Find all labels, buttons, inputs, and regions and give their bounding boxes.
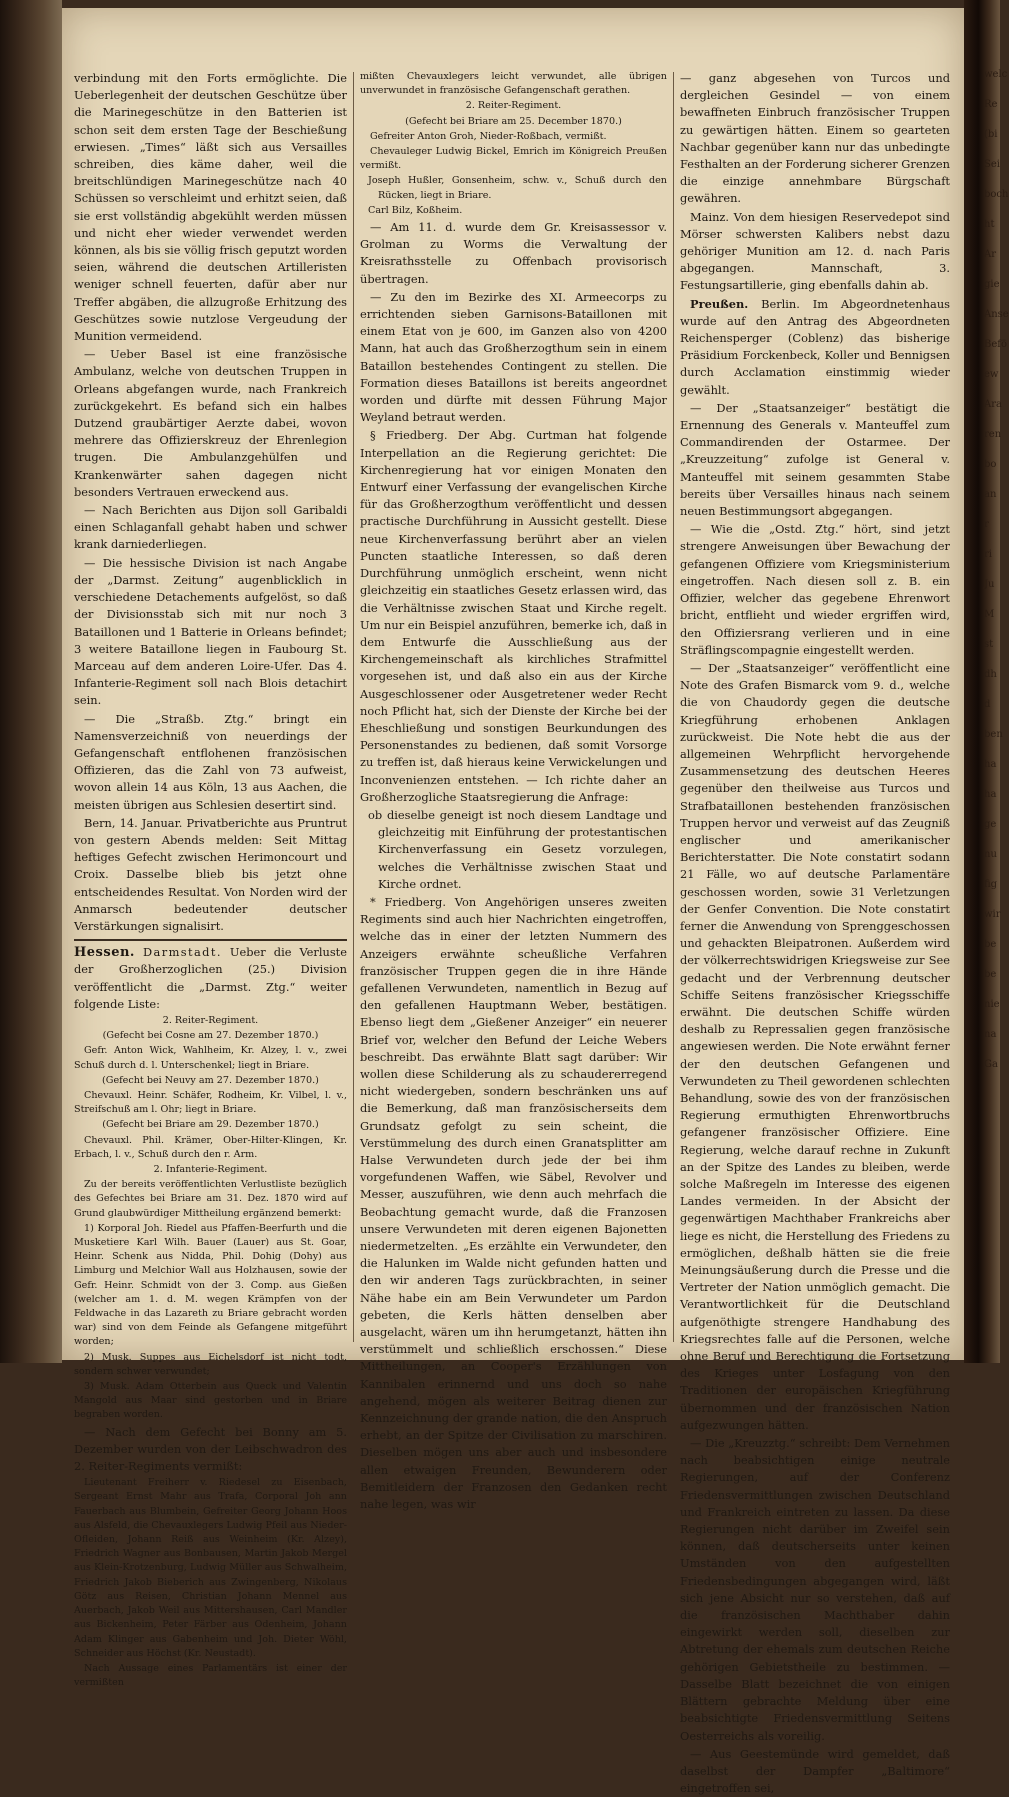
casualty-entry: Zu der bereits veröffentlichten Verlustliste bezüglich des Gefechtes bei Briare am 31. Dez. 1870 wird auf Grund glaubwürdiger Mittheilung ergänzend bemerkt: [74,1179,347,1219]
text-column-right [680,70,950,1796]
paragraph-text: Berlin. Im Abgeordnetenhaus wurde auf den Antrag des Abgeordneten Reichensperger (Coblenz) das bisherige Präsidium Forckenbeck, Koller und Bennigsen durch Acclamation einstimmig wieder gewählt. [680,296,950,397]
section-heading: Preußen. [690,296,749,311]
adjacent-page-fragment: ren [984,429,1002,440]
article-paragraph: — Der „Staatsanzeiger“ veröffentlicht eine Note des Grafen Bismarck vom 9. d., welche die von Chaudordy gegen die deutsche Kriegführung erhobenen Anklagen zurückweist. Die Note hebt die aus der allgemeinen Wehrpflicht hervorgehende Zusammensetzung des deutschen Heeres gegenüber den theilweise aus Turcos und Strafbataillonen bestehenden französischen Truppen hervor und verweist auf das Zeugniß englischer und amerikanischer Berichterstatter. Die Note constatirt sodann 21 Fälle, wo auf deutsche Parlamentäre geschossen worden, sowie 31 Verletzungen der Genfer Convention. Die Note constatirt ferner die Anwendung von Sprenggeschossen und gehackten Bleipatronen. Außerdem wird der völkerrechtswidrigen Kriegsweise zur See gedacht und der Verbrennung deutscher Schiffe Seitens französischer Kriegsschiffe erwähnt. Die deutschen Schiffe würden deshalb zu Repressalien gegen französische angewiesen werden. Die Note erwähnt ferner der den deutschen Gefangenen und Verwundeten zu Theil gewordenen schlechten Behandlung, sowie des von der französischen Regierung ermuthigten Ehrenwortbruchs gefangener französischer Offiziere. Eine Regierung, welche darauf rechne in Zukunft an der Spitze des Landes zu bleiben, werde solche Maßregeln im Interesse des eigenen Landes vermeiden. In der Absicht der gegenwärtigen Machthaber Frankreichs aber liege es nicht, die Herstellung des Friedens zu ermöglichen, deßhalb hätten sie die freie Meinungsäußerung durch die Presse und die Vertreter der Nation unmöglich gemacht. Die Verantwortlichkeit für die Deutschland aufgenöthigte strengere Handhabung des Kriegsrechtes falle auf die Personen, welche ohne Beruf und Berechtigung die Fortsetzung des Krieges unter Losfagung von den Traditionen der europäischen Kriegführung übernommen und der französischen Nation aufgezwungen hätten. [680,660,950,1432]
article-paragraph: — Zu den im Bezirke des XI. Armeecorps zu errichtenden sieben Garnisons-Bataillonen mit einem Etat von je 600, im Ganzen also von 4200 Mann, hat auch das Großherzogthum sein in einem Bataillon bestehendes Contingent zu stellen. Die Formation dieses Bataillons ist bereits angeordnet worden und dürfte mit dessen Führung Major Weyland betraut werden. [360,289,667,425]
article-paragraph: Nach Aussage eines Parlamentärs ist einer der vermißten [74,1662,347,1689]
adjacent-page-fragment: Ga [984,1059,998,1070]
book-binding-left [0,0,62,1363]
casualty-entry: Chevauxl. Phil. Krämer, Ober-Hilter-Klingen, Kr. Erbach, l. v., Schuß durch den r. Arm. [74,1134,347,1160]
adjacent-page-fragment: Befö [984,339,1007,350]
adjacent-page-fragment: an [984,489,997,500]
adjacent-page-fragment: na [984,1029,997,1040]
article-paragraph: Bern, 14. Januar. Privatberichte aus Pruntrut von gestern Abends melden: Seit Mittag heftiges Gefecht zwischen Herimoncourt und Croix. Dasselbe blieb bis jetzt ohne entscheidendes Resultat. Von Norden wird der Anmarsch bedeutender deutscher Verstärkungen signalisirt. [74,815,347,933]
adjacent-page-fragment: boch [984,189,1009,200]
adjacent-page-fragment: Ju [984,579,995,590]
article-paragraph: — Die „Kreuzztg.“ schreibt: Dem Vernehmen nach beabsichtigen einige neutrale Regierungen, auf der Conferenz Friedensvermittlungen zwischen Deutschland und Frankreich eintreten zu lassen. Da diese Regierungen nicht darüber im Zweifel sein können, daß deutscherseits unter keinen Umständen von den aufgestellten Friedensbedingungen abgegangen wird, läßt sich jene Absicht nur so verstehen, daß auf die französischen Machthaber dahin eingewirkt werden soll, dieselben zur Abtretung der ehemals zum deutschen Reiche gehörigen Gebietstheile zu bestimmen. — Dasselbe Blatt bezeichnet die von einigen Blättern gebrachte Meldung über eine beabsichtigte Friedensvermittlung Seitens Oesterreichs als voreilig. [680,1436,950,1743]
adjacent-page-fragment: fig [984,879,998,890]
adjacent-page-fragment: ge [984,819,997,830]
article-paragraph: * Friedberg. Von Angehörigen unseres zweiten Regiments sind auch hier Nachrichten eingetroffen, welche das in einer der letzten Nummern des Anzeigers erwähnte scheußliche Verfahren französischer Truppen gegen die in ihre Hände gefallenen Verwundeten, namentlich in Bezug auf den gefallenen Hauptmann Weber, bestätigen. Ebenso liegt dem „Gießener Anzeiger“ ein neuerer Brief vor, welcher den Befund der Leiche Webers beschreibt. Das erwähnte Blatt sagt darüber: Wir wollen diese Schilderung als zu schaudererregend nicht wiedergeben, sondern beschränken uns auf die Bemerkung, daß man französischerseits dem Grundsatz gefolgt zu sein scheint, die Verstümmelung des durch einen Granatsplitter am Halse Verwundeten durch jede der bei ihm vorgefundenen Waffen, wie Säbel, Revolver und Messer, auszuführen, wie denn auch mehrfach die Beobachtung gemacht wurde, daß die Franzosen unsere Verwundeten mit deren eigenen Bajonetten niedermetzelten. „Es erzählte ein Verwundeter, den die Halunken im Walde nicht gefunden hatten und den wir anderen Tags zurückbrachten, in seiner Nähe habe ein am Bein Verwundeter um Pardon gebeten, die Kerls hätten denselben aber ausgelacht, wären um ihn herumgetanzt, hätten ihn verstümmelt und schließlich erschossen.“ Diese Mittheilungen, an Cooper's Erzählungen von Kannibalen erinnernd und uns doch so nahe angehend, mögen als weiterer Beitrag dienen zur Kennzeichnung der grande nation, die den Anspruch erhebt, an der Spitze der Civilisation zu marschiren. Dieselben mögen uns aber auch und insbesondere allen etwaigen Freunden, Bewunderern oder Bemitleidern der Franzosen den Gedanken recht nahe legen, was wir [360,894,667,1512]
article-paragraph: — Der „Staatsanzeiger“ bestätigt die Ernennung des Generals v. Manteuffel zum Commandirenden der Ostarmee. Der „Kreuzzeitung“ zufolge ist General v. Manteuffel mit seinem gesammten Stabe bereits über Versailles hinaus nach seinem neuen Bestimmungsort abgegangen. [680,400,950,519]
paragraph-text: Ueber die Verluste der Großherzoglichen (25.) Division veröffentlicht die „Darmst. Ztg.“ weiter folgende Liste: [74,945,348,1011]
text-column-left [74,70,348,1689]
adjacent-page-fragment: r [984,519,989,530]
adjacent-page-fragment: M [984,609,995,620]
adjacent-page-fragment: dh [984,669,997,680]
adjacent-page-fragment: ha [984,759,997,770]
casualty-entry: Chevauleger Ludwig Bickel, Emrich im Königreich Preußen vermißt. [360,146,667,172]
adjacent-page-fragment: nu [984,849,997,860]
adjacent-page-fragment: be [984,969,997,980]
adjacent-page-fragment: Re [984,99,998,110]
regiment-title: 2. Reiter-Regiment. [465,100,562,112]
battle-heading: (Gefecht bei Neuvy am 27. Dezember 1870.) [102,1074,319,1086]
adjacent-page-fragment: ha [984,789,997,800]
casualty-entry: Gefr. Anton Wick, Wahlheim, Kr. Alzey, l. v., zwei Schuß durch d. l. Unterschenkel; liegt in Briare. [74,1045,347,1071]
adjacent-page-fragment: be [984,939,997,950]
adjacent-page-fragment: Ar [984,249,997,260]
article-paragraph: — Aus Geestemünde wird gemeldet, daß daselbst der Dampfer „Baltimore“ eingetroffen sei, [680,1746,950,1796]
article-paragraph: mißten Chevauxlegers leicht verwundet, alle übrigen unverwundet in französische Gefangenschaft gerathen. [360,71,667,97]
casualty-entry: Gefreiter Anton Groh, Nieder-Roßbach, vermißt. [370,130,607,142]
adjacent-page-fragment: Sei [984,159,1000,170]
adjacent-page-fragment: wir [984,909,1001,920]
article-paragraph: verbindung mit den Forts ermöglichte. Die Ueberlegenheit der deutschen Geschütze über die Marinegeschütze in den Batterien ist schon seit dem ersten Tage der Beschießung erwiesen. „Times“ läßt sich aus Versailles schreiben, dies käme daher, weil die breitschlündigen Marinegeschütze nach 40 Schüssen so verschleimt und erhitzt seien, daß sie erst vollständig abgekühlt werden müssen und nicht eher wieder verwendet werden können, als bis sie völlig frisch geputzt worden seien, während die deutschen Artilleristen weniger schnell feuerten, dafür aber nur Treffer abgäben, die allzugroße Erhitzung des Geschützes sowie nutzlose Vergeudung der Munition vermeidend. [74,71,347,344]
adjacent-page-fragment: st [984,639,994,650]
battle-heading: (Gefecht bei Briare am 25. December 1870.) [405,115,622,127]
adjacent-page-fragment: nie [984,999,1000,1010]
casualty-entry: 2) Musk. Suppes aus Eichelsdorf ist nicht todt, sondern schwer verwundet; [74,1351,347,1377]
article-paragraph: — Wie die „Ostd. Ztg.“ hört, sind jetzt strengere Anweisungen über Bewachung der gefangenen Offiziere vom Kriegsministerium eingetroffen. Nach diesen soll z. B. ein Offizier, welcher das gegebene Ehrenwort bricht, entflieht und wieder ergriffen wird, den Offiziersrang verlieren und in eine Sträflingscompagnie eingestellt werden. [680,522,950,657]
article-paragraph: — Nach dem Gefecht bei Bonny am 5. Dezember wurden von der Leibschwadron des 2. Reiter-Regiments vermißt: [74,1424,347,1474]
casualty-entry: 1) Korporal Joh. Riedel aus Pfaffen-Beerfurth und die Musketiere Karl Wilh. Bauer (Lauer) aus St. Goar, Heinr. Schenk aus Nidda, Phil. Dohig (Dohy) aus Limburg und Melchior Wall aus Holzhausen, sowie der Gefr. Heinr. Schmidt von der 3. Comp. aus Gießen (welcher am 1. d. M. wegen Krämpfen von der Feldwache in das Lazareth zu Briare gebracht worden war) sind von dem Feinde als Gefangene mitgeführt worden; [74,1222,347,1348]
adjacent-page-fragment: ri [984,549,992,560]
text-column-middle [360,70,667,1512]
casualty-entry: Carl Bilz, Koßheim. [368,204,463,216]
adjacent-page-fragment: Ara [984,399,1002,410]
article-paragraph: — Die „Straßb. Ztg.“ bringt ein Namensverzeichniß von neuerdings der Gefangenschaft entflohenen französischen Offizieren, das die Zahl von 73 aufweist, wovon allein 14 aus Köln, 13 aus Aachen, die meisten übrigen aus Schlesien desertirt sind. [74,711,347,812]
battle-heading: (Gefecht bei Briare am 29. Dezember 1870.) [102,1119,319,1131]
article-paragraph: § Friedberg. Der Abg. Curtman hat folgende Interpellation an die Regierung gerichtet: Die Kirchenregierung hat vor einigen Monaten den Entwurf einer Verfassung der evangelischen Kirche für das Großherzogthum veröffentlicht und dessen practische Durchführung in Aussicht gestellt. Diese neue Kirchenverfassung berührt aber an vielen Puncten staatliche Interessen, so daß deren Durchführung unmöglich erscheint, wenn nicht gleichzeitig ein staatliches Gesetz erlassen wird, das die Verhältnisse zwischen Staat und Kirche regelt. Um nur ein Beispiel anzuführen, bemerke ich, daß in dem Entwurfe die Ausschließung aus der Kirchengemeinschaft als kirchliches Strafmittel vorgesehen ist, und daß also ein aus der Kirche Ausgeschlossener oder Ausgetretener weder Recht noch Pflicht hat, sich der Dienste der Kirche bei der Eheschließung und sonstigen Beurkundungen des Personenstandes zu bedienen, daß somit Vorsorge zu treffen ist, daß hieraus keine Verwickelungen und Inconvenienzen entstehen. — Ich richte daher an Großherzogliche Staatsregierung die Anfrage: [360,428,667,804]
casualty-entry: Joseph Hußler, Gonsenheim, schw. v., Schuß durch den Rücken, liegt in Briare. [368,175,667,201]
column-rule [353,72,354,1342]
article-paragraph [74,944,347,1013]
article-paragraph: — Am 11. d. wurde dem Gr. Kreisassessor v. Grolman zu Worms die Verwaltung der Kreisrathsstelle zu Offenbach provisorisch übertragen. [360,220,667,286]
adjacent-page-fragment: gie [984,279,1000,290]
article-paragraph [680,296,950,399]
adjacent-page-fragment: ben [984,729,1003,740]
adjacent-page-fragment: d [984,699,991,710]
interpellation-question: ob dieselbe geneigt ist noch diesem Landtage und gleichzeitig mit Einführung der protestantischen Kirchenverfassung ein Gesetz vorzulegen, welches die Verhältnisse zwischen Staat und Kirche ordnet. [368,807,667,891]
battle-heading: (Gefecht bei Cosne am 27. Dezember 1870.) [102,1030,319,1042]
adjacent-page-edge [984,60,1009,1360]
article-paragraph: — Nach Berichten aus Dijon soll Garibaldi einen Schlaganfall gehabt haben und schwer krank darniederliegen. [74,503,347,552]
adjacent-page-fragment: ew [984,369,999,380]
section-heading: Hessen. [74,945,135,961]
missing-list: Lieutenant Freiherr v. Riedesel zu Eisenbach, Sergeant Ernst Mahr aus Trafa, Corporal Joh ann Fauerbach aus Blumbein, Gefreiter Georg Johann Hoos aus Alsfeld, die Chevauxlegers Ludwig Pfeil aus Nieder-Ofleiden, Johann Reiß aus Weinheim (Kr. Alzey), Friedrich Wagner aus Bonbausen, Martin Jakob Mergel aus Klein-Krotzenburg, Ludwig Müller aus Schwalheim, Friedrich Jakob Bieberich aus Zwingenberg, Nikolaus Götz aus Reisen, Christian Johann Mennel aus Auerbach, Jakob Weil aus Mittershausen, Carl Mandler aus Bickenheim, Peter Färber aus Odenheim, Johann Adam Klinger aus Gabenheim und Joh. Dieter Wöhl, Schneider aus Höchst (Kr. Neustadt). [74,1477,348,1659]
article-paragraph: — Die hessische Division ist nach Angabe der „Darmst. Zeitung“ augenblicklich in verschiedene Detachements aufgelöst, so daß der Divisionsstab sich mit nur noch 3 Bataillonen und 1 Batterie in Orleans befindet; 3 weitere Bataillone liegen in Faubourg St. Marceau auf dem anderen Loire-Ufer. Das 4. Infanterie-Regiment soll nach Blois detachirt sein. [74,555,347,708]
adjacent-page-fragment: Anse [984,309,1009,320]
adjacent-page-fragment: ht [984,219,995,230]
adjacent-page-fragment: bo [984,459,997,470]
adjacent-page-fragment: welc [984,69,1008,80]
regiment-title: 2. Reiter-Regiment. [162,1014,259,1026]
article-paragraph: — Ueber Basel ist eine französische Ambulanz, welche von deutschen Truppen in Orleans abgefangen wurde, nach Frankreich zurückgekehrt. Es befand sich ein halbes Dutzend graubärtiger Aerzte dabei, wovon mehrere das Offizierskreuz der Ehrenlegion trugen. Die Ambulanzgehülfen und Krankenwärter sahen dagegen nicht besonders Vertrauen erweckend aus. [74,347,347,499]
article-paragraph: — ganz abgesehen von Turcos und dergleichen Gesindel — von einem bewaffneten Einbruch französischer Truppen zu gewärtigen hätten. Einem so gearteten Nachbar gegenüber kann nur das unbedingte Festhalten an der Forderung sicherer Grenzen die einzige annehmbare Bürgschaft gewähren. [680,71,950,206]
casualty-entry: Chevauxl. Heinr. Schäfer, Rodheim, Kr. Vilbel, l. v., Streifschuß am l. Ohr; liegt in Briare. [74,1089,347,1116]
casualty-entry: 3) Musk. Adam Otterbein aus Queck und Valentin Mangold aus Maar sind gestorben und in Briare begraben worden. [74,1381,347,1421]
article-paragraph: Mainz. Von dem hiesigen Reservedepot sind Mörser schwersten Kalibers nebst dazu gehöriger Munition am 12. d. nach Paris abgegangen. Mannschaft, 3. Festungsartillerie, ging ebenfalls dahin ab. [680,209,950,293]
dateline: Darmstadt. [143,945,222,960]
column-rule [673,72,674,1342]
regiment-title: 2. Infanterie-Regiment. [153,1164,268,1175]
section-heading-block [74,939,347,1013]
adjacent-page-fragment: (bi [984,129,998,140]
